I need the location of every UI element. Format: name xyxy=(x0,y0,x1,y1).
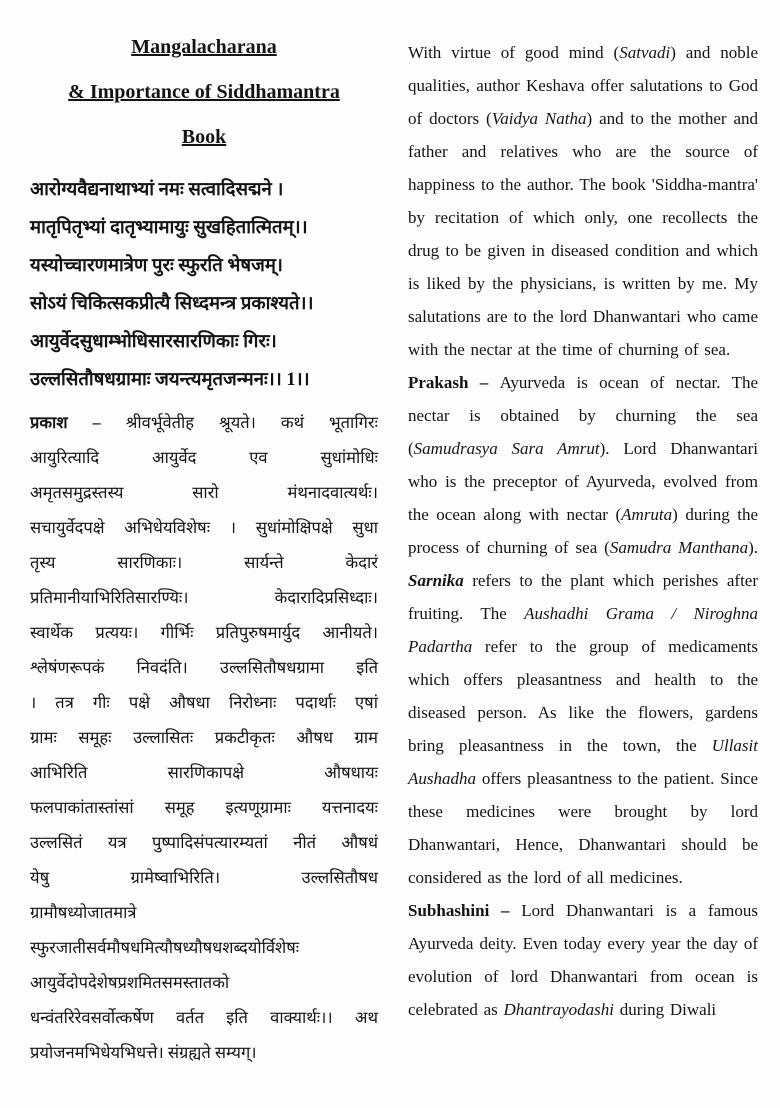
sanskrit-commentary-line xyxy=(30,475,378,510)
text-segment: स्फुरजातीसर्वमौषधमित्यौषध्यौषधशब्दयोर्विशेषः xyxy=(30,938,300,957)
sanskrit-commentary-line xyxy=(30,965,378,1000)
sanskrit-commentary-line xyxy=(30,790,378,825)
sanskrit-commentary-line xyxy=(30,650,378,685)
text-segment: offers pleasantness to the patient. Since these medicines were brought by lord Dhanwantari, Hence, Dhanwantari should be considered as the lord of all medicines. xyxy=(408,769,758,887)
text-segment: Lord Dhanwantari is a famous Ayurveda deity. Even today every year the day of evolution of lord Dhanwantari from ocean is celebrated as xyxy=(408,901,758,1019)
text-segment: स्वार्थेक प्रत्ययः। गीर्भिः प्रतिपुरुषमार्युद आनीयते। xyxy=(30,623,378,642)
text-segment: सचायुर्वेदपक्षे अभिधेयविशेषः । सुधांमोक्षिपक्षे सुधा xyxy=(30,518,378,537)
text-segment: Amruta xyxy=(621,505,673,524)
chapter-heading-line: Book xyxy=(181,126,227,148)
sanskrit-commentary-line xyxy=(30,825,378,860)
sanskrit-commentary-line xyxy=(30,545,378,580)
text-segment: येषु ग्रामेष्वाभिरिति। उल्लसितौषध xyxy=(30,868,378,887)
text-segment: during Diwali xyxy=(614,1000,717,1019)
text-segment: Samudrasya Sara Amrut xyxy=(413,439,600,458)
translation-paragraph xyxy=(408,894,758,1026)
sanskrit-verse-line: आयुर्वेदसुधाम्भोधिसारसारणिकाः गिरः। xyxy=(30,332,277,352)
text-segment: ग्रामः समूहः उल्लासितः प्रकटीकृतः औषध ग्राम xyxy=(30,728,378,747)
text-segment: ) during the process of churning of sea ( xyxy=(408,505,758,557)
text-segment: तृस्य सारणिकाः। सार्यन्ते केदारं xyxy=(30,553,378,572)
sanskrit-verse-block xyxy=(30,171,378,399)
english-translation-column xyxy=(408,36,758,1092)
sanskrit-commentary-line xyxy=(30,895,378,930)
translation-paragraph xyxy=(408,36,758,366)
text-segment: प्रकाश – xyxy=(30,413,126,432)
text-segment: फलपाकांतास्तांसां समूह इत्यणूग्रामाः यत्तनादयः xyxy=(30,798,378,817)
sanskrit-column xyxy=(30,36,378,1092)
text-segment: ). Lord Dhanwantari who is the preceptor of Ayurveda, evolved from the ocean along with nectar ( xyxy=(408,439,758,524)
text-segment: श्लेषंणरूपकं निवदंति। उल्लसितौषधग्रामा इति xyxy=(30,658,378,677)
sanskrit-commentary-line xyxy=(30,1000,378,1035)
text-segment: । तत्र गीः पक्षे औषधा निरोध्नाः पदार्थाः एषां xyxy=(30,693,378,712)
text-segment: धन्वंतरिरेवसर्वोत्कर्षेण वर्तत इति वाक्यार्थः।। अथ xyxy=(30,1008,378,1027)
text-segment: आयुर्वेदोपदेशेषप्रशमितसमस्तातको xyxy=(30,973,230,992)
text-segment: Satvadi xyxy=(619,43,671,62)
text-segment: refers to the plant which perishes after fruiting. The xyxy=(408,571,758,623)
sanskrit-commentary-line xyxy=(30,860,378,895)
text-segment: Ayurveda is ocean of nectar. The nectar is obtained by churning the sea ( xyxy=(408,373,758,458)
text-segment: प्रतिमानीयाभिरितिसारण्यिः। केदारादिप्रसिध्दाः। xyxy=(30,588,378,607)
chapter-heading-line: & Importance of Siddhamantra xyxy=(68,81,340,103)
text-segment: ग्रामौषध्योजातमात्रे xyxy=(30,903,137,922)
text-segment: ) and to the mother and father and relatives who are the source of happiness to the author. The book 'Siddha-mantra' by recitation of which only, one recollects the drug to be given in diseased condition and which is liked by the physicians, is written by me. My salutations are to the lord Dhanwantari who came with the nectar at the time of churning of sea. xyxy=(408,109,758,359)
text-segment: Prakash – xyxy=(408,373,500,392)
sanskrit-commentary-line xyxy=(30,1035,378,1070)
sanskrit-commentary-line xyxy=(30,755,378,790)
sanskrit-commentary-line xyxy=(30,720,378,755)
text-segment: आभिरिति सारणिकापक्षे औषधायः xyxy=(30,763,378,782)
text-segment: With virtue of good mind ( xyxy=(408,43,620,62)
text-segment: refer to the group of medicaments which offers pleasantness and health to the diseased person. As like the flowers, gardens bring pleasantness in the town, the xyxy=(408,637,758,755)
sanskrit-commentary-line xyxy=(30,510,378,545)
text-segment: Samudra Manthana xyxy=(609,538,749,557)
sanskrit-commentary-line xyxy=(30,685,378,720)
text-segment: Dhantrayodashi xyxy=(503,1000,614,1019)
text-segment: Subhashini – xyxy=(408,901,522,920)
sanskrit-commentary-line xyxy=(30,405,378,440)
text-segment: ). xyxy=(748,538,758,557)
sanskrit-verse-line: सोऽयं चिकित्सकप्रीत्यै सिध्दमन्त्र प्रकाश्यते।। xyxy=(30,294,314,314)
sanskrit-commentary-line xyxy=(30,615,378,650)
text-segment: उल्लसितं यत्र पुष्पादिसंपत्यारम्यतां नीतं औषधं xyxy=(30,833,378,852)
text-segment: प्रयोजनमभिधेयभिधत्ते। संग्रह्यते सम्यग्। xyxy=(30,1043,257,1062)
sanskrit-commentary-block xyxy=(30,405,378,1070)
text-segment: Ullasit Aushadha xyxy=(408,736,758,788)
text-segment: Sarnika xyxy=(408,571,464,590)
sanskrit-verse-line: आरोग्यवैद्यनाथाभ्यां नमः सत्वादिसद्मने । xyxy=(30,180,284,200)
sanskrit-verse-line: उल्लसितौषधग्रामाः जयन्त्यमृतजन्मनः।। 1।। xyxy=(30,370,310,390)
translation-paragraph xyxy=(408,366,758,894)
sanskrit-commentary-line xyxy=(30,440,378,475)
chapter-heading xyxy=(30,36,378,148)
text-segment: ) and noble qualities, author Keshava offer salutations to God of doctors ( xyxy=(408,43,759,128)
text-segment: Vaidya Natha xyxy=(491,109,587,128)
text-segment: आयुरित्यादि आयुर्वेद एव सुधांमोधिः xyxy=(30,448,378,467)
text-segment: श्रीवर्भूवेतीह श्रूयते। कथं भूतागिरः xyxy=(125,413,378,432)
sanskrit-verse-line: मातृपितृभ्यां दातृभ्यामायुः सुखहितात्मितम्।। xyxy=(30,218,308,238)
sanskrit-verse-line: यस्योच्चारणमात्रेण पुरः स्फुरति भेषजम्। xyxy=(30,256,283,276)
sanskrit-commentary-line xyxy=(30,580,378,615)
text-segment: अमृतसमुद्रस्तस्य सारो मंथनादवात्यर्थः। xyxy=(30,483,378,502)
sanskrit-commentary-line xyxy=(30,930,378,965)
chapter-heading-line: Mangalacharana xyxy=(131,36,277,58)
text-segment: Aushadhi Grama / Niroghna Padartha xyxy=(408,604,758,656)
